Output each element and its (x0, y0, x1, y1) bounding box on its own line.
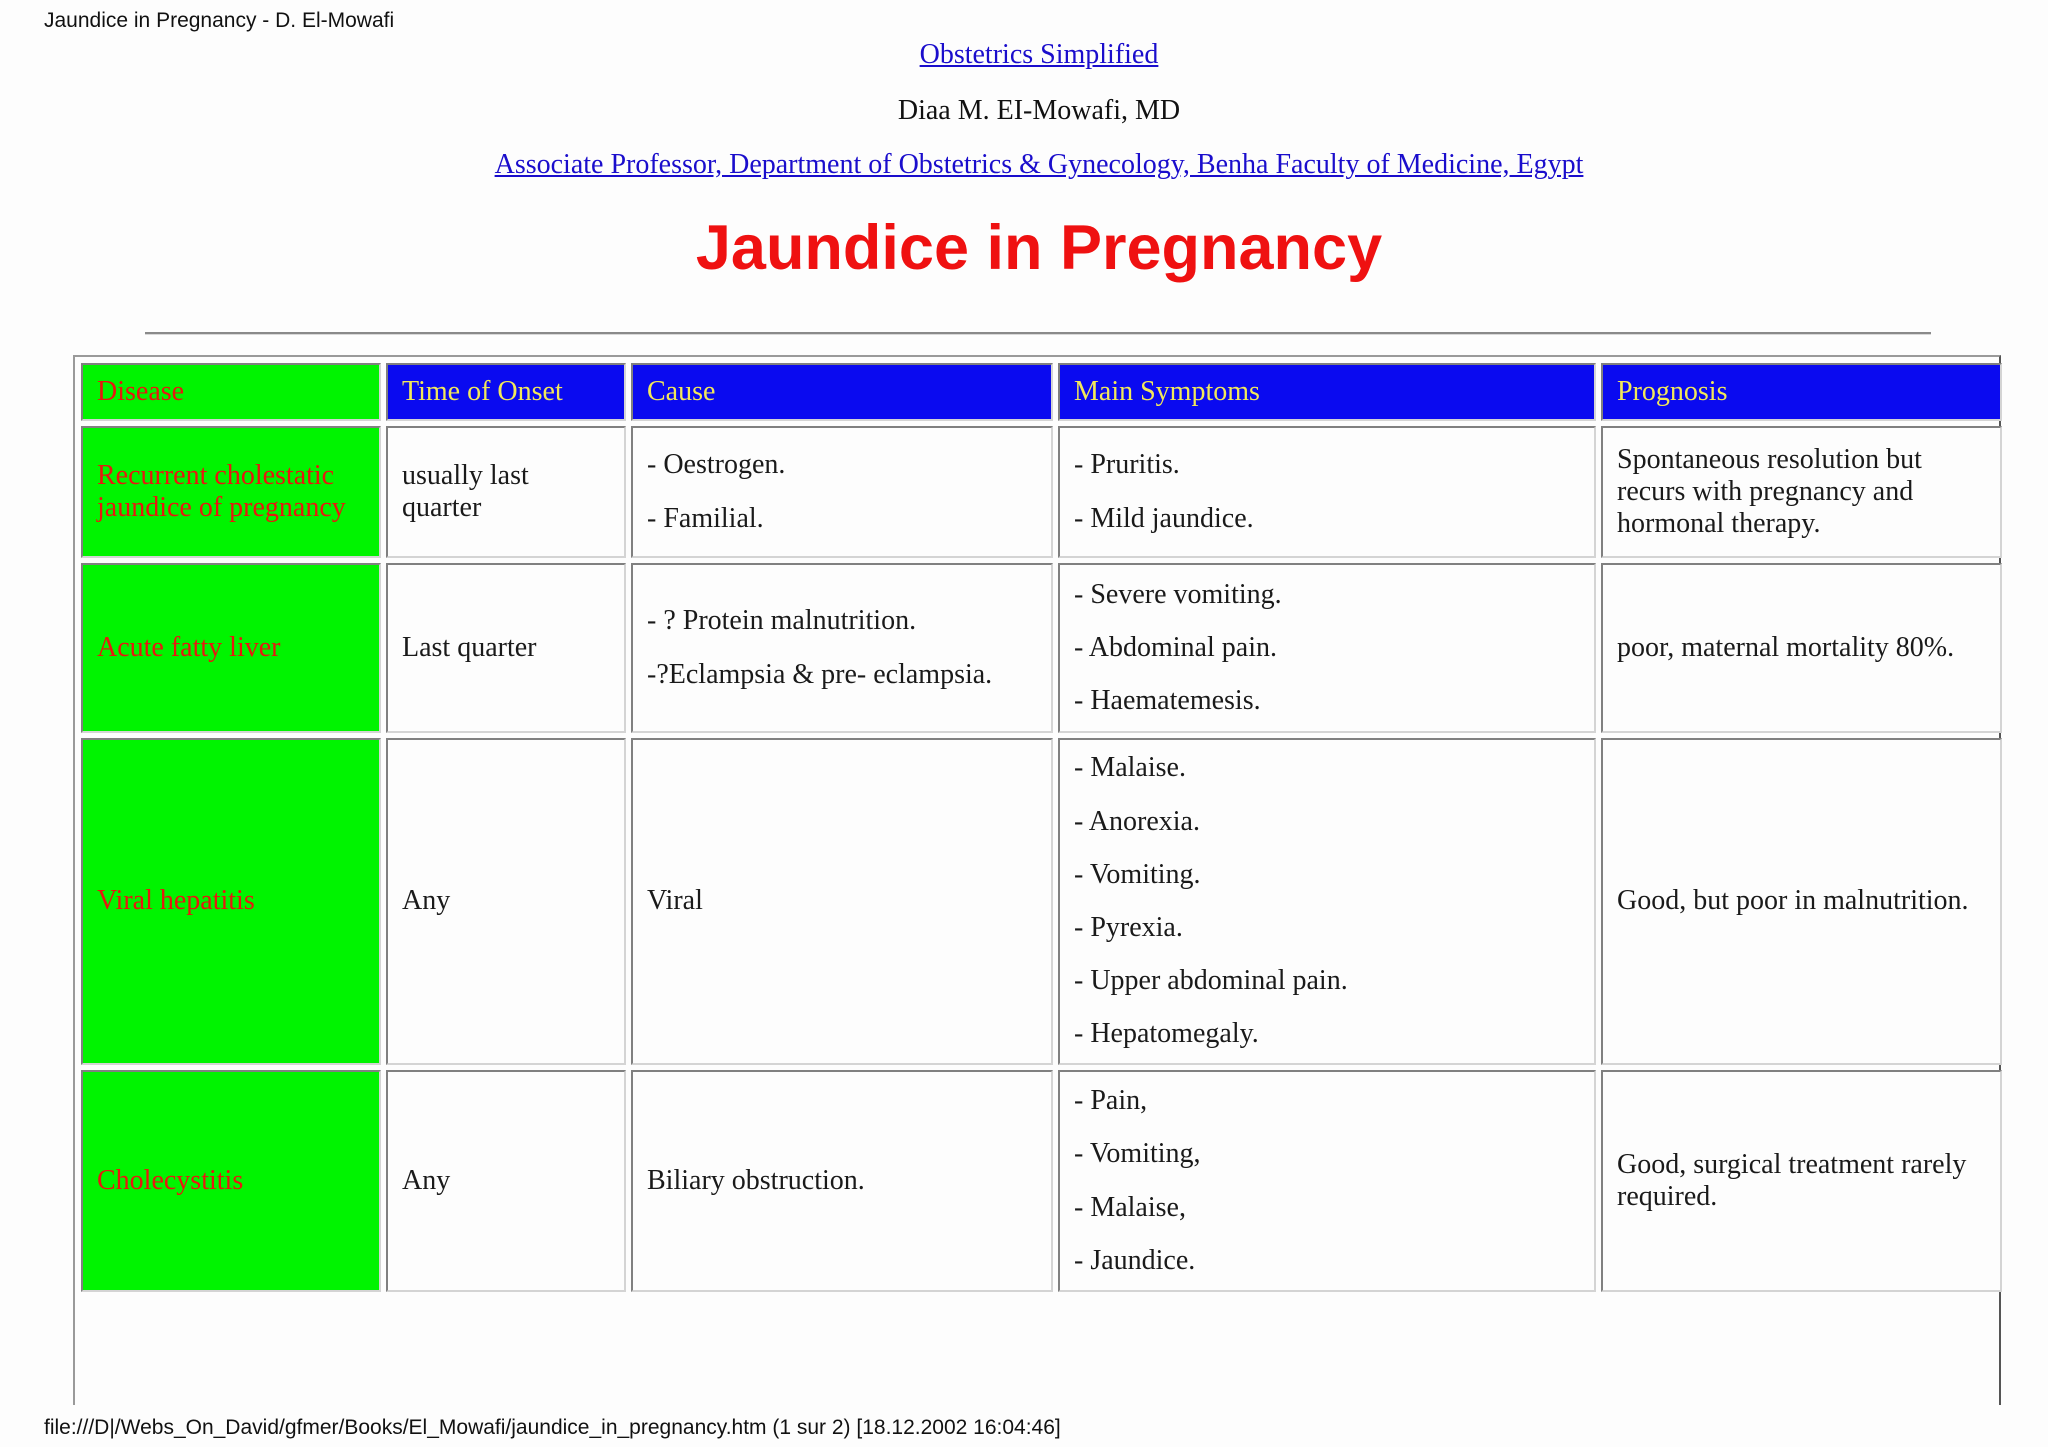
disease-cell: Viral hepatitis (81, 738, 381, 1065)
symptom-item: - Vomiting. (1074, 858, 1201, 890)
symptom-item: - Severe vomiting. (1074, 578, 1282, 610)
column-header-cause: Cause (631, 363, 1053, 421)
affiliation-line (0, 149, 2048, 181)
cause-cell (631, 563, 1053, 733)
symptom-item: - Malaise. (1074, 752, 1186, 784)
table-row (81, 1070, 2002, 1292)
symptom-item: - Pruritis. (1074, 449, 1180, 481)
column-header-prognosis: Prognosis (1601, 363, 2002, 421)
symptoms-cell (1058, 738, 1596, 1065)
cause-item: - Oestrogen. (647, 449, 786, 481)
onset-cell: usually last quarter (386, 426, 626, 558)
cause-item: -?Eclampsia & pre- eclampsia. (647, 658, 993, 690)
prognosis-cell: Spontaneous resolution but recurs with pregnancy and hormonal therapy. (1601, 426, 2002, 558)
series-link-line (0, 39, 2048, 71)
jaundice-table (76, 358, 2007, 1297)
disease-cell: Cholecystitis (81, 1070, 381, 1292)
symptom-item: - Haematemesis. (1074, 685, 1261, 717)
disease-cell: Acute fatty liver (81, 563, 381, 733)
symptom-item: - Mild jaundice. (1074, 502, 1254, 534)
symptom-item: - Pain, (1074, 1085, 1148, 1117)
symptom-item: - Hepatomegaly. (1074, 1018, 1259, 1050)
table-row (81, 563, 2002, 733)
horizontal-rule (145, 332, 1931, 335)
symptom-item: - Anorexia. (1074, 805, 1200, 837)
prognosis-cell: Good, but poor in malnutrition. (1601, 738, 2002, 1065)
cause-cell (631, 738, 1053, 1065)
symptom-item: - Vomiting, (1074, 1138, 1201, 1170)
symptom-item: - Abdominal pain. (1074, 631, 1277, 663)
onset-cell: Last quarter (386, 563, 626, 733)
symptom-item: - Malaise, (1074, 1191, 1186, 1223)
cause-item: - ? Protein malnutrition. (647, 605, 917, 637)
column-header-disease: Disease (81, 363, 381, 421)
onset-cell: Any (386, 1070, 626, 1292)
symptoms-cell (1058, 426, 1596, 558)
page-title: Jaundice in Pregnancy (695, 213, 1383, 283)
symptom-item: - Upper abdominal pain. (1074, 965, 1348, 997)
table-header-row (81, 363, 2002, 421)
onset-cell: Any (386, 738, 626, 1065)
symptoms-cell (1058, 1070, 1596, 1292)
symptom-item: - Pyrexia. (1074, 912, 1183, 943)
cause-cell (631, 1070, 1053, 1292)
prognosis-cell: poor, maternal mortality 80%. (1601, 563, 2002, 733)
table-row (81, 738, 2002, 1065)
author-name: Diaa M. EI-Mowafi, MD (897, 95, 1181, 126)
print-header: Jaundice in Pregnancy - D. El-Mowafi (44, 9, 395, 32)
column-header-onset: Time of Onset (386, 363, 626, 421)
affiliation-link[interactable]: Associate Professor, Department of Obstetrics & Gynecology, Benha Faculty of Medicine, Egypt (494, 149, 1584, 180)
disease-cell: Recurrent cholestatic jaundice of pregnancy (81, 426, 381, 558)
symptoms-cell (1058, 563, 1596, 733)
cause-item: Biliary obstruction. (647, 1164, 865, 1196)
print-footer: file:///D|/Webs_On_David/gfmer/Books/El_Mowafi/jaundice_in_pregnancy.htm (1 sur 2) [18.12.2002 16:04:46] (44, 1416, 1061, 1439)
symptom-item: - Jaundice. (1074, 1244, 1196, 1276)
cause-item: - Familial. (647, 502, 764, 534)
cause-item: Viral (647, 885, 703, 917)
cause-cell (631, 426, 1053, 558)
column-header-symptoms: Main Symptoms (1058, 363, 1596, 421)
table-row (81, 426, 2002, 558)
prognosis-cell: Good, surgical treatment rarely required. (1601, 1070, 2002, 1292)
series-link[interactable]: Obstetrics Simplified (919, 39, 1159, 70)
